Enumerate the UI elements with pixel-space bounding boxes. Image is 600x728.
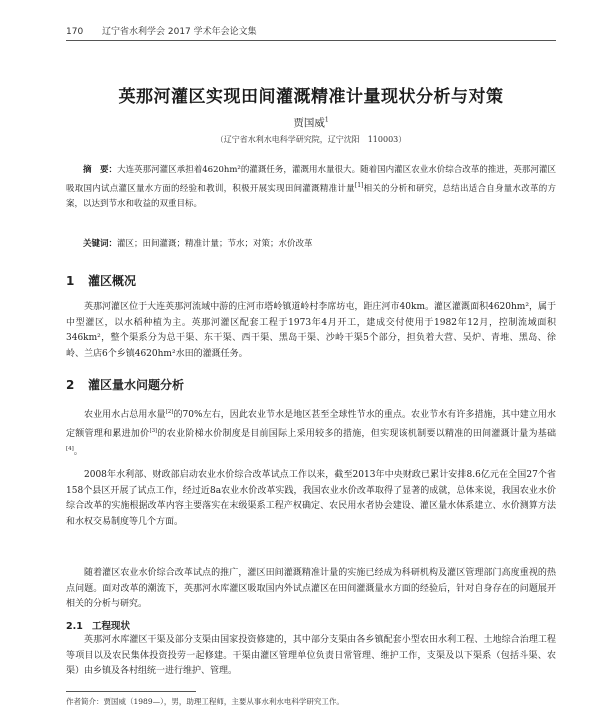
abstract-text-2: 相关的分析和研究，总结出适合自身量水改革的方案，以达到节水和收益的双重目标。 (66, 183, 556, 209)
section-1-heading (66, 272, 136, 289)
running-header (66, 24, 556, 41)
author-name: 贾国威 (293, 117, 325, 129)
author-affiliation: （辽宁省水利水电科学研究院，辽宁沈阳 110003） (215, 135, 407, 144)
p1-ref-3: [4] (66, 446, 74, 452)
abstract-text-1: 大连英那河灌区承担着4620hm²的灌溉任务，灌溉用水量很大。随着国内灌区农业水价综合改革的推进，英那河灌区吸取国内试点灌区量水方面的经验和教训，积极开展实现田间灌溉精准计量 (66, 165, 556, 194)
section-2-paragraph-3: 随着灌区农业水价综合改革试点的推广，灌区田间灌溉精准计量的实施已经成为科研机构及灌区管理部门高度重视的热点问题。面对改革的潮流下，英那河水库灌区吸取国内外试点灌区在田间灌溉量水方面的经验后，针对自身存在的问题展开相关的分析与研究。 (66, 568, 556, 609)
keywords-label: 关键词： (83, 239, 118, 249)
author-line (66, 115, 556, 130)
journal-name: 辽宁省水利学会 2017 学术年会论文集 (102, 27, 257, 37)
section-2-1-heading (66, 618, 130, 632)
section-2-1-title: 工程现状 (92, 621, 131, 632)
p1-text-b: 的70%左右，因此农业节水是地区甚至全球性节水的重点。农业节水有许多措施，其中建立用水定额管理和累进加价 (66, 410, 556, 439)
section-2-paragraph-1 (66, 405, 556, 461)
abstract (66, 163, 556, 212)
paper-title: 英那河灌区实现田间灌溉精准计量现状分析与对策 (118, 87, 504, 107)
abstract-ref: [1] (354, 182, 364, 189)
section-2-paragraph-2: 2008年水利部、财政部启动农业水价综合改革试点工作以来，截至2013年中央财政已累计安排8.6亿元在全国27个省158个县区开展了试点工作，经过近8a农业水价改革实践，我国农业水价改革取得了显著的成就，总体来说，我国农业水价综合改革的实施根据改革内容主要落实在末级渠系工程产权确定、农民用水者协会建设、灌区量水体系建立、水价测算方法和水权交易制度等几个方面。 (66, 470, 556, 527)
page-number: 170 (66, 27, 84, 37)
section-1-paragraph: 英那河灌区位于大连英那河流域中游的庄河市塔岭镇道岭村李席坊屯，距庄河市40km。灌区灌溉面积4620hm²，属于中型灌区，以水稻种植为主。英那河灌区配套工程于1973年4月开工，建成交付使用于1982年12月，控制流域面积346km²，整个渠系分为总干渠、东干渠、西干渠、黑岛干渠、沙岭干渠5个部分，担负着大营、吴炉、青堆、黑岛、徐岭、兰店6个乡镇4620hm²水田的灌溉任务。 (66, 302, 556, 359)
section-2-heading (66, 376, 184, 393)
section-2-1-number: 2.1 (66, 621, 83, 632)
p1-text-c: 的农业阶梯水价制度是目前国际上采用较多的措施，但实现该机制要以精准的田间灌溉计量为基础 (157, 428, 556, 439)
keywords (66, 237, 556, 249)
p1-ref-2: [3] (149, 427, 158, 434)
section-1-title: 灌区概况 (88, 274, 137, 288)
author-footnote: 作者简介：贾国威（1989—），男，助理工程师，主要从事水利水电科学研究工作。 (66, 697, 344, 706)
p1-text-a: 农业用水占总用水量 (84, 410, 166, 420)
p1-ref-1: [2] (165, 409, 174, 415)
footnote-rule (66, 691, 196, 692)
p1-text-d: 。 (73, 447, 83, 457)
section-2-1-paragraph: 英那河水库灌区干渠及部分支渠由国家投资修建的，其中部分支渠由各乡镇配套小型农田水利工程、土地综合治理工程等项目以及农民集体投资投劳一起修建。干渠由灌区管理单位负责日常管理、维护工作，支渠及以下渠系（包括斗渠、农渠）由乡镇及各村组统一进行维护、管理。 (66, 635, 556, 676)
keywords-text: 灌区；田间灌溉；精准计量；节水；对策；水价改革 (117, 239, 313, 249)
author-mark: 1 (324, 116, 329, 124)
abstract-label: 摘 要： (83, 165, 118, 175)
section-1-number: 1 (66, 274, 75, 288)
section-2-title: 灌区量水问题分析 (88, 378, 185, 392)
section-2-number: 2 (66, 378, 75, 392)
